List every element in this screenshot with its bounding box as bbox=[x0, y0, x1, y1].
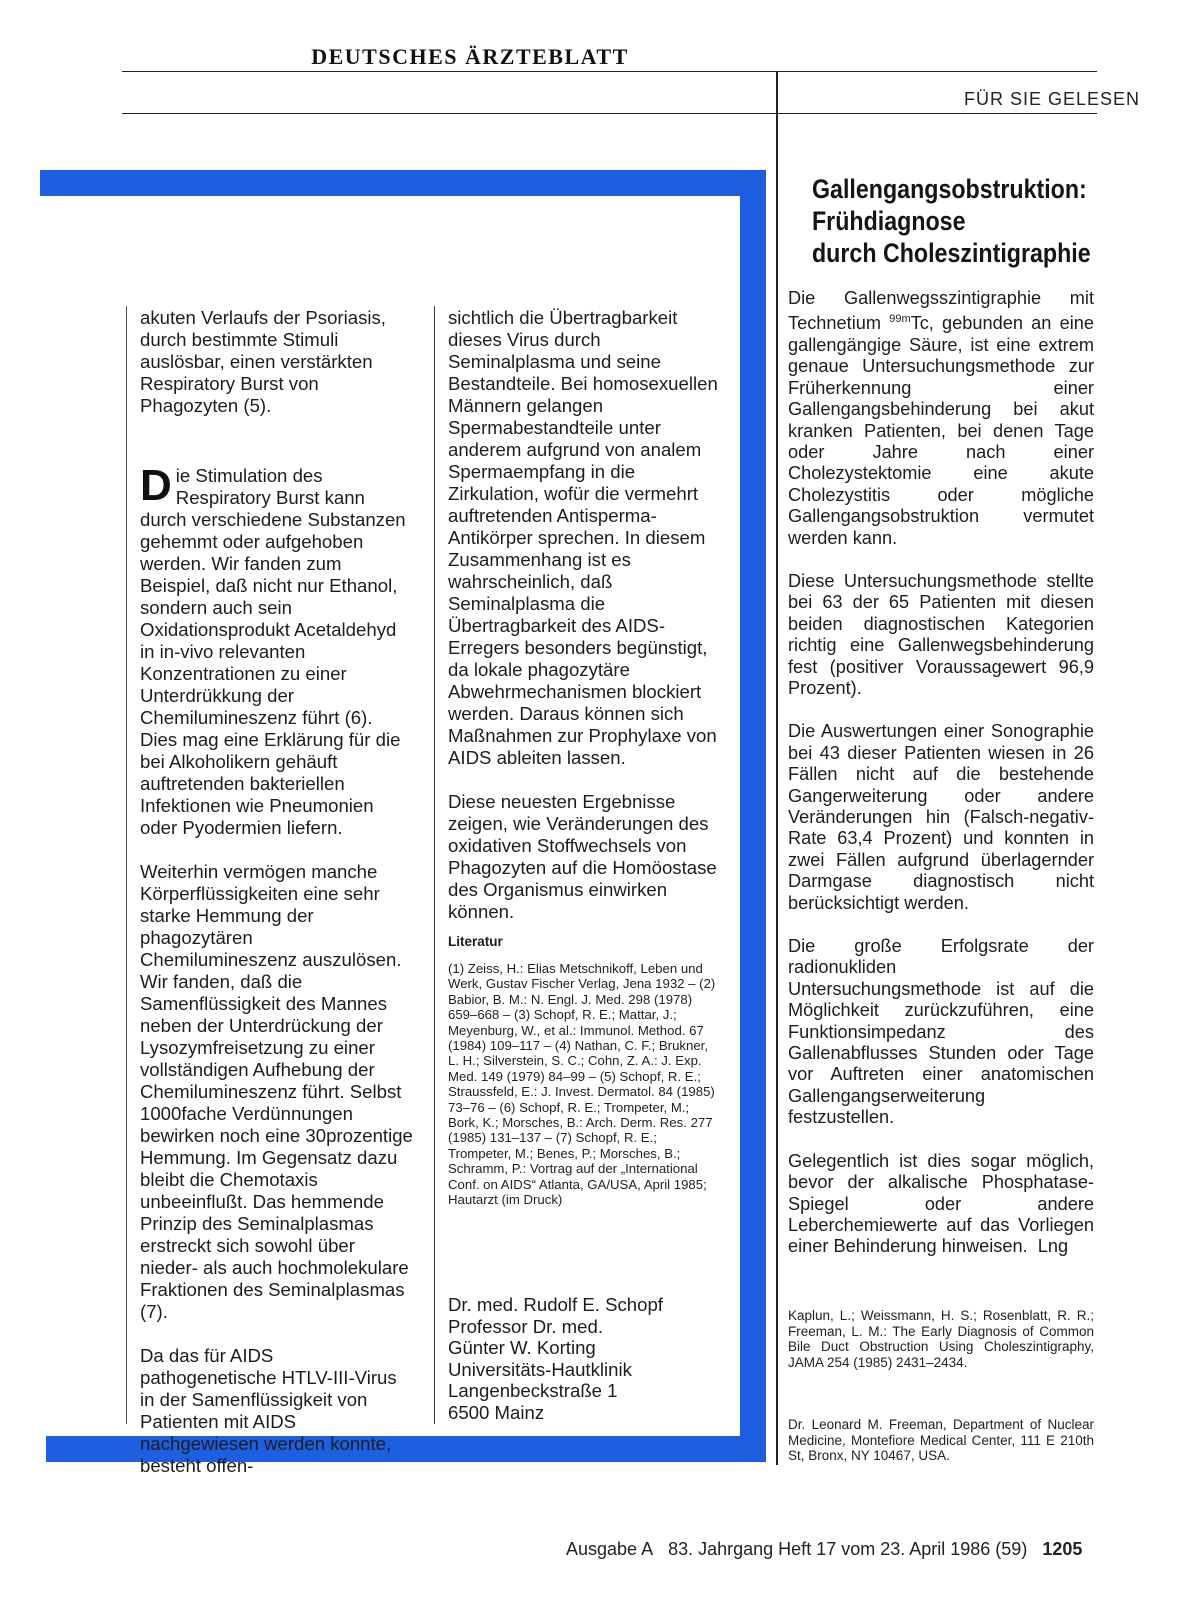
title-line: Gallengangsobstruktion: bbox=[812, 174, 1087, 204]
column-2 bbox=[448, 307, 720, 945]
author-sign: Lng bbox=[1037, 1236, 1069, 1257]
paragraph-text: Tc, gebunden an eine gallengängige Säure, ist eine extrem genaue Untersuchungsmethode zur Früherkennung einer Gallengangsbehinderung bei akut kranken Patienten, bei denen Tage oder Jahre nach einer Cholezystektomie eine akute Cholezystitis oder mögliche Gallengangsobstruktion vermutet werden kann. bbox=[788, 313, 1094, 548]
author-line: Langenbeckstraße 1 bbox=[448, 1380, 618, 1401]
footer-issue: 83. Jahrgang Heft 17 vom 23. April 1986 (59) bbox=[668, 1539, 1028, 1559]
paragraph: Weiterhin vermögen manche Körperflüssigkeiten eine sehr starke Hemmung der phagozytären Chemilumineszenz auszulösen. Wir fanden, daß die Samenflüssigkeit des Mannes neben der Unterdrückung der Lysozymfreisetzung zu einer vollständigen Aufhebung der Chemilumineszenz führt. Selbst 1000fache Verdünnungen bewirken noch eine 30prozentige Hemmung. Im Gegensatz dazu bleibt die Chemotaxis unbeeinflußt. Das hemmende Prinzip des Seminalplasmas erstreckt sich sowohl über nieder- als auch hochmolekulare Fraktionen des Seminalplasmas (7). bbox=[140, 861, 413, 1322]
title-line: Frühdiagnose bbox=[812, 206, 966, 236]
dropcap: D bbox=[140, 461, 172, 510]
author-line: Universitäts-Hautklinik bbox=[448, 1358, 632, 1380]
paragraph-dropcap bbox=[140, 461, 414, 839]
reference: Kaplun, L.; Weissmann, H. S.; Rosenblatt, R. R.; Freeman, L. M.: The Early Diagnosis of Common Bile Duct Obstruction Using Choleszintigraphy, JAMA 254 (1985) 2431–2434. bbox=[788, 1308, 1094, 1370]
left-edge-rule bbox=[126, 306, 127, 1424]
author-line: Professor Dr. med. bbox=[448, 1315, 603, 1337]
paragraph: Da das für AIDS pathogenetische HTLV-III-Virus in der Samenflüssigkeit von Patienten mit AIDS nachgewiesen werden konnte, besteht offen- bbox=[140, 1345, 397, 1476]
paragraph: Diese Untersuchungsmethode stellte bei 63 der 65 Patienten mit diesen beiden diagnostischen Kategorien richtig eine Gallenwegsbehinderung fest (positiver Voraussagewert 96,9 Prozent). bbox=[788, 570, 1094, 698]
author-line: 6500 Mainz bbox=[448, 1401, 545, 1423]
paragraph-text: Die Gallenwegsszintigraphie mit Technetium bbox=[788, 288, 1094, 334]
column-divider-vertical bbox=[776, 71, 778, 1465]
footer-edition: Ausgabe A bbox=[566, 1539, 654, 1559]
author-block bbox=[448, 1294, 720, 1423]
section-label: FÜR SIE GELESEN bbox=[963, 89, 1140, 109]
masthead: DEUTSCHES ÄRZTEBLATT bbox=[311, 44, 629, 69]
paragraph bbox=[788, 1151, 1094, 1258]
author-line: Günter W. Korting bbox=[448, 1337, 596, 1358]
page-footer bbox=[566, 1539, 1082, 1560]
superscript: 99m bbox=[889, 313, 911, 326]
footer-page-number: 1205 bbox=[1042, 1539, 1083, 1559]
article-title bbox=[812, 173, 1096, 269]
literature-section bbox=[448, 934, 720, 1208]
literature-heading: Literatur bbox=[448, 934, 503, 949]
blue-frame-top bbox=[40, 170, 766, 196]
paragraph: sichtlich die Übertragbarkeit dieses Virus durch Seminalplasma und seine Bestandteile. Bei homosexuellen Männern gelangen Spermabestandteile unter anderem aufgrund von analem Spermaempfang in die Zirkulation, wofür die vermehrt auftretenden Antisperma-Antikörper sprechen. In diesem Zusammenhang ist es wahrscheinlich, daß Seminalplasma die Übertragbarkeit des AIDS-Erregers besonders begünstigt, da lokale phagozytäre Abwehrmechanismen blockiert werden. Daraus können sich Maßnahmen zur Prophylaxe von AIDS ableiten lassen. bbox=[448, 307, 718, 768]
column-separator bbox=[434, 306, 435, 1424]
paragraph bbox=[788, 288, 1094, 549]
paragraph: Die Auswertungen einer Sonographie bei 43 dieser Patienten wiesen in 26 Fällen nicht auf die bestehende Gangerweiterung oder andere Veränderungen hin (Falsch-negativ-Rate 63,4 Prozent) und konnten in zwei Fällen aufgrund überlagernder Darmgase diagnostisch nicht berücksichtigt werden. bbox=[788, 721, 1094, 913]
paragraph: Diese neuesten Ergebnisse zeigen, wie Veränderungen des oxidativen Stoffwechsels von Phagozyten auf die Homöostase des Organismus einwirken können. bbox=[448, 791, 717, 922]
paragraph: akuten Verlaufs der Psoriasis, durch bestimmte Stimuli auslösbar, einen verstärkten Respiratory Burst von Phagozyten (5). bbox=[140, 307, 386, 416]
masthead-rule bbox=[122, 71, 1097, 72]
author-line: Dr. med. Rudolf E. Schopf bbox=[448, 1294, 663, 1315]
paragraph-text: Gelegentlich ist dies sogar möglich, bevor der alkalische Phosphatase-Spiegel oder andere Leberchemiewerte auf das Vorliegen einer Behinderung hinweisen. bbox=[788, 1150, 1094, 1257]
column-1 bbox=[140, 307, 414, 1499]
blue-frame-right bbox=[740, 170, 766, 1462]
header-rule bbox=[122, 113, 1097, 114]
column-right bbox=[788, 288, 1094, 1280]
paragraph-text: ie Stimulation des Respiratory Burst kann durch verschiedene Substanzen gehemmt oder aufgehoben werden. Wir fanden zum Beispiel, daß nicht nur Ethanol, sondern auch sein Oxidationsprodukt Acetaldehyd in in-vivo relevanten Konzentrationen zu einer Unterdrükkung der Chemilumineszenz führt (6). Dies mag eine Erklärung für die bei Alkoholikern gehäuft auftretenden bakteriellen Infektionen wie Pneumonien oder Pyodermien liefern. bbox=[140, 465, 406, 838]
literature-list: (1) Zeiss, H.: Elias Metschnikoff, Leben und Werk, Gustav Fischer Verlag, Jena 1932 – (2) Babior, B. M.: N. Engl. J. Med. 298 (1978) 659–668 – (3) Schopf, R. E.; Mattar, J.; Meyenburg, W., et al.: Immunol. Method. 67 (1984) 109–117 – (4) Nathan, C. F.; Brukner, L. H.; Silverstein, S. C.; Cohn, Z. A.: J. Exp. Med. 149 (1979) 84–99 – (5) Schopf, R. E.; Straussfeld, E.: J. Invest. Dermatol. 84 (1985) 73–76 – (6) Schopf, R. E.; Trompeter, M.; Bork, K.; Morsches, B.: Arch. Derm. Res. 277 (1985) 131–137 – (7) Schopf, R. E.; Trompeter, M.; Benes, P.; Morsches, B.; Schramm, P.: Vortrag auf der „International Conf. on AIDS“ Atlanta, GA/USA, April 1985; Hautarzt (im Druck) bbox=[448, 961, 716, 1208]
title-line: durch Choleszintigraphie bbox=[812, 238, 1091, 268]
address: Dr. Leonard M. Freeman, Department of Nuclear Medicine, Montefiore Medical Center, 111 E 210th St, Bronx, NY 10467, USA. bbox=[788, 1417, 1094, 1463]
paragraph: Die große Erfolgsrate der radionukliden Untersuchungsmethode ist auf die Möglichkeit zurückzuführen, eine Funktionsimpedanz des Gallenabflusses Stunden oder Tage vor Auftreten einer anatomischen Gallengangserweiterung festzustellen. bbox=[788, 936, 1094, 1128]
